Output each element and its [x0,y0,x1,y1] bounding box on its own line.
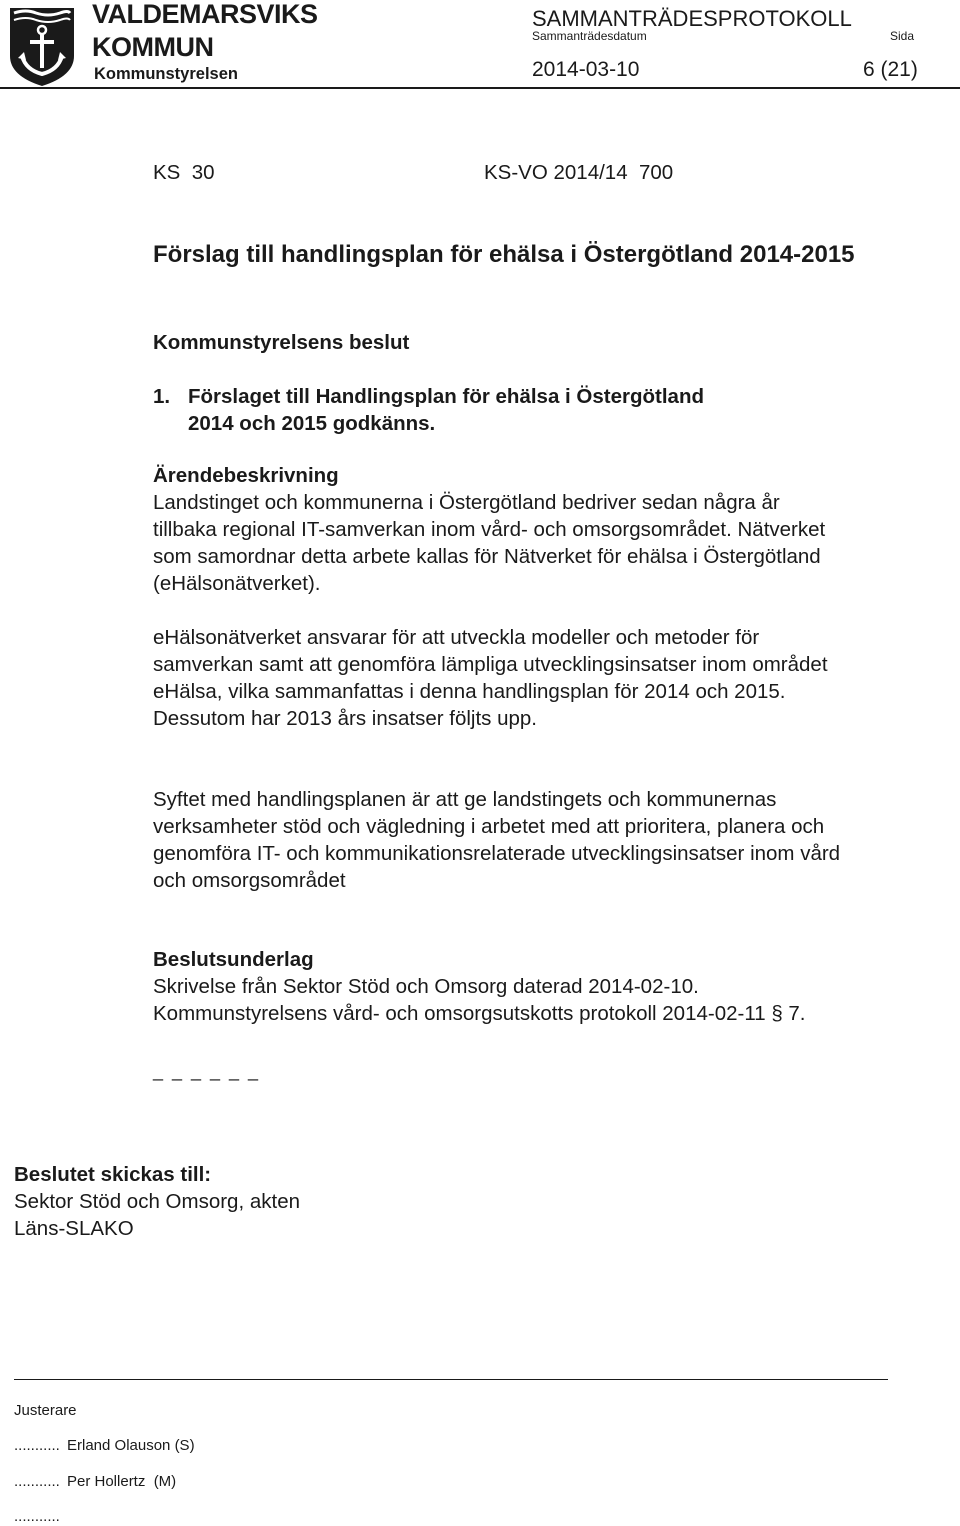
signature-line-1: ........... [14,1437,60,1454]
meeting-date: 2014-03-10 [532,58,640,81]
anchor-shield-icon [6,4,78,88]
decision-number: 1. [153,385,171,408]
distribution-recipient-1: Sektor Stöd och Omsorg, akten [14,1190,300,1213]
organization-name-line2: KOMMUN [92,32,214,62]
page-label: Sida [890,29,915,43]
organization-unit: Kommunstyrelsen [94,65,238,83]
page-number: 6 (21) [863,58,918,81]
case-paragraph-1: Landstinget och kommunerna i Östergötland bedriver sedan några år tillbaka regional IT-samverkan inom vård- och omsorgsområdet. Nätverket som samordnar detta arbete kallas för Nätverket för ehälsa i Östergötland (eHälsonätverket). [153,491,826,595]
signer-1: Erland Olauson (S) [67,1437,195,1454]
organization-name: VALDEMARSVIKS [92,0,318,29]
adjuster-label: Justerare [14,1402,77,1419]
decision-heading: Kommunstyrelsens beslut [153,331,410,354]
document-type: SAMMANTRÄDESPROTOKOLL [532,6,852,31]
separator-dashes: _ _ _ _ _ _ [153,1061,261,1081]
case-paragraph-3: Syftet med handlingsplanen är att ge landstingets och kommunernas verksamheter stöd och vägledning i arbetet med att prioritera, planera och genomföra IT- och kommunikationsrelaterade utvecklingsinsatser inom vård och omsorgsområdet [153,788,841,892]
basis-item-2: Kommunstyrelsens vård- och omsorgsutskotts protokoll 2014-02-11 § 7. [153,1002,806,1025]
ks-number: KS 30 [153,161,215,184]
case-description-heading: Ärendebeskrivning [153,464,339,487]
footer-divider [14,1379,888,1380]
decision-text: Förslaget till Handlingsplan för ehälsa i Östergötland 2014 och 2015 godkänns. [188,385,704,435]
header-divider [0,87,960,89]
signature-line-2: ........... [14,1473,60,1490]
date-label: Sammanträdesdatum [532,29,647,43]
diary-number: KS-VO 2014/14 700 [484,161,674,184]
signature-line-3: ........... [14,1508,60,1525]
distribution-recipient-2: Läns-SLAKO [14,1217,134,1240]
case-paragraph-2: eHälsonätverket ansvarar för att utveckla modeller och metoder för samverkan samt att genomföra lämpliga utvecklingsinsatser inom området eHälsa, vilka sammanfattas i denna handlingsplan för 2014 och 2015. Dessutom har 2013 års insatser följts upp. [153,626,828,730]
basis-item-1: Skrivelse från Sektor Stöd och Omsorg daterad 2014-02-10. [153,975,699,998]
signer-2: Per Hollertz (M) [67,1473,177,1490]
distribution-heading: Beslutet skickas till: [14,1163,212,1186]
item-title: Förslag till handlingsplan för ehälsa i Östergötland 2014-2015 [153,241,855,268]
basis-heading: Beslutsunderlag [153,948,314,971]
